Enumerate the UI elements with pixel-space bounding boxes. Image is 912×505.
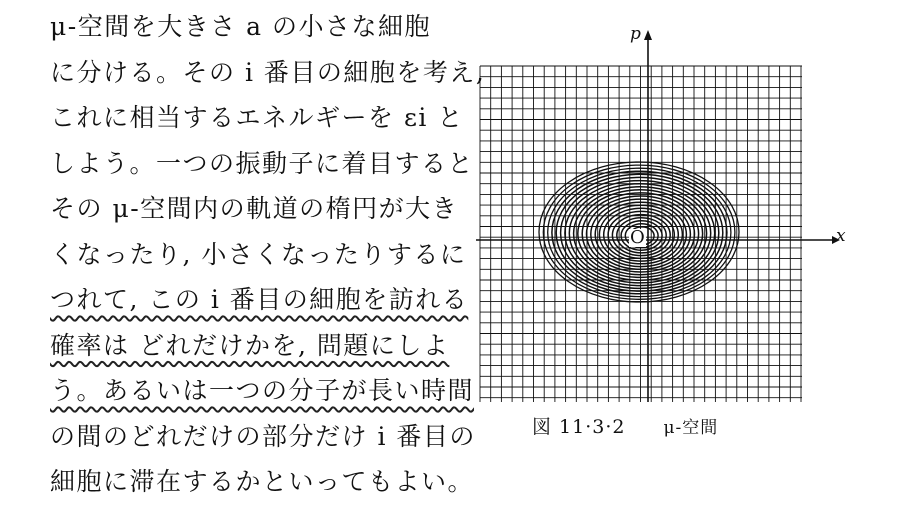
text-line-9: う。あるいは一つの分子が長い時間 — [50, 376, 475, 405]
text-line-10: の間のどれだけの部分だけ i 番目の — [50, 421, 476, 451]
text-line-7: つれて, この i 番目の細胞を訪れる — [50, 285, 469, 314]
text-line-11: 細胞に滞在するかといってもよい。 — [50, 467, 475, 496]
mu-space-figure — [470, 18, 850, 438]
caption-number: 図 11·3·2 — [532, 416, 626, 438]
text-line-4: しよう。一つの振動子に着目すると — [50, 148, 475, 178]
p-axis-arrow — [644, 30, 652, 40]
text-line-5: その μ-空間内の軌道の楕円が大き — [50, 194, 459, 223]
p-axis-label: p — [630, 24, 641, 44]
figure-caption — [532, 412, 718, 439]
phase-space-diagram — [470, 18, 850, 408]
text-line-8: 確率は どれだけかを, 問題にしよ — [50, 330, 450, 360]
text-line-2: に分ける。その i 番目の細胞を考え, — [50, 57, 486, 87]
text-line-3: これに相当するエネルギーを εi と — [50, 103, 464, 132]
caption-title: μ-空間 — [663, 418, 719, 438]
body-paragraph — [50, 4, 486, 505]
text-line-6: くなったり, 小さくなったりするに — [50, 239, 467, 269]
x-axis-label: x — [836, 226, 846, 246]
origin-label: O — [630, 227, 645, 248]
text-line-1: μ-空間を大きさ a の小さな細胞 — [50, 12, 431, 41]
